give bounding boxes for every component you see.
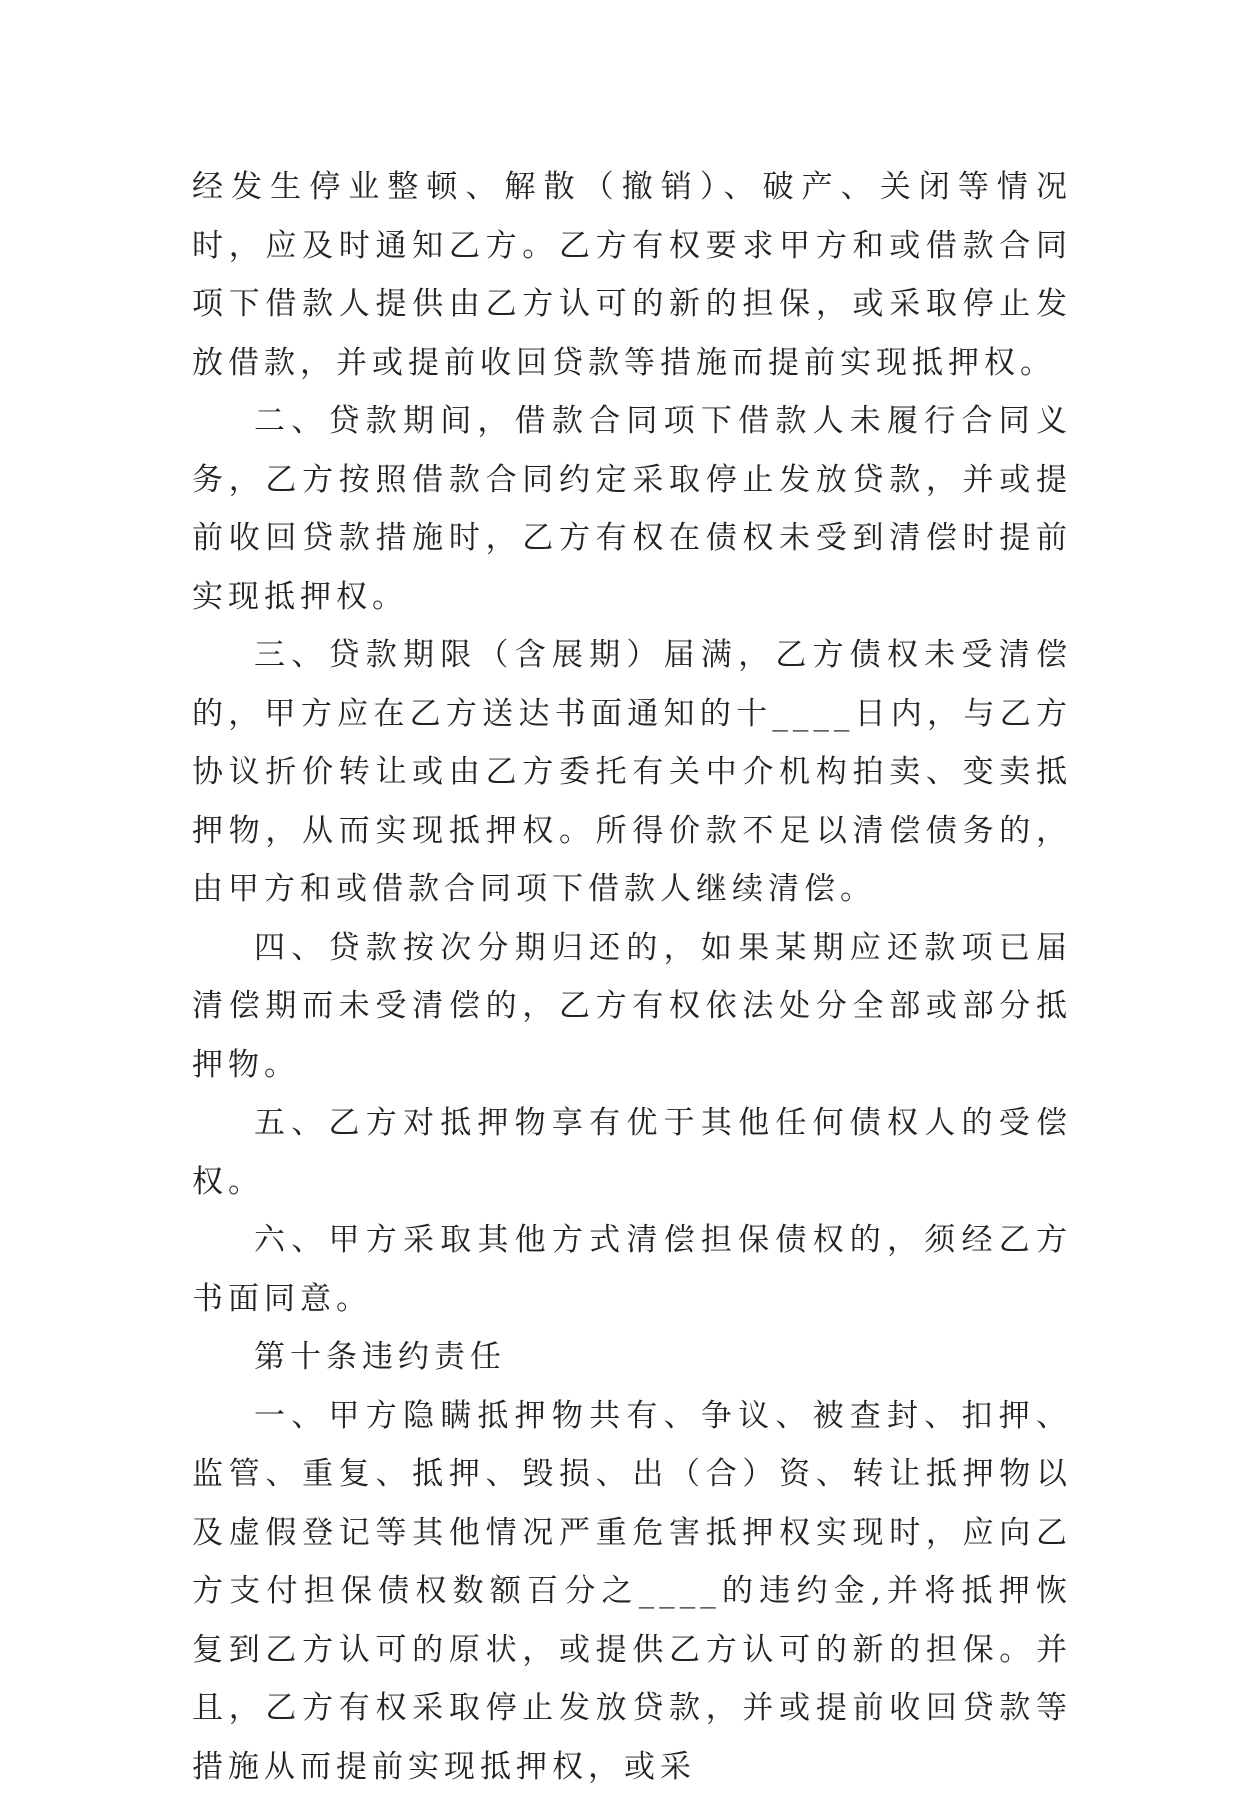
paragraph-clause-2: 二、贷款期间，借款合同项下借款人未履行合同义务，乙方按照借款合同约定采取停止发放贷款，并或提前收回贷款措施时，乙方有权在债权未受到清偿时提前实现抵押权。 <box>192 392 1072 626</box>
paragraph-liability-1: 一、甲方隐瞒抵押物共有、争议、被查封、扣押、监管、重复、抵押、毁损、出（合）资、转让抵押物以及虚假登记等其他情况严重危害抵押权实现时，应向乙方支付担保债权数额百分之____的违约金,并将抵押恢复到乙方认可的原状，或提供乙方认可的新的担保。并且，乙方有权采取停止发放贷款，并或提前收回贷款等措施从而提前实现抵押权，或采 <box>192 1387 1072 1796</box>
paragraph-clause-6: 六、甲方采取其他方式清偿担保债权的，须经乙方书面同意。 <box>192 1211 1072 1328</box>
document-body <box>192 158 1072 1796</box>
paragraph-clause-5: 五、乙方对抵押物享有优于其他任何债权人的受偿权。 <box>192 1094 1072 1211</box>
article-heading: 第十条违约责任 <box>192 1328 1072 1387</box>
paragraph-continuation: 经发生停业整顿、解散（撤销）、破产、关闭等情况时，应及时通知乙方。乙方有权要求甲方和或借款合同项下借款人提供由乙方认可的新的担保，或采取停止发放借款，并或提前收回贷款等措施而提前实现抵押权。 <box>192 158 1072 392</box>
paragraph-clause-3: 三、贷款期限（含展期）届满，乙方债权未受清偿的，甲方应在乙方送达书面通知的十____日内，与乙方协议折价转让或由乙方委托有关中介机构拍卖、变卖抵押物，从而实现抵押权。所得价款不足以清偿债务的，由甲方和或借款合同项下借款人继续清偿。 <box>192 626 1072 919</box>
paragraph-clause-4: 四、贷款按次分期归还的，如果某期应还款项已届清偿期而未受清偿的，乙方有权依法处分全部或部分抵押物。 <box>192 919 1072 1095</box>
